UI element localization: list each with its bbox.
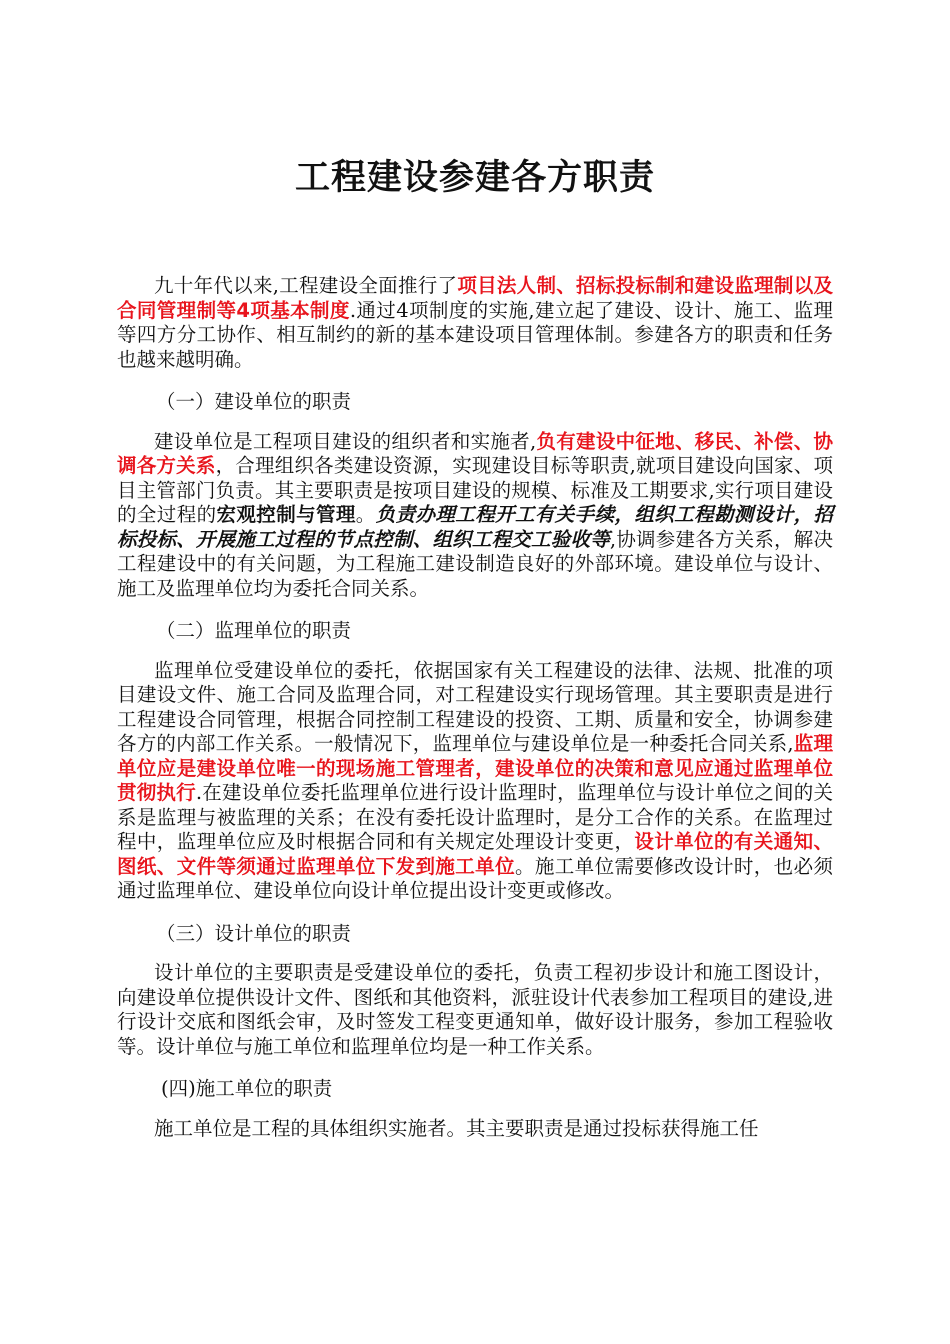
s1-bold: 宏观控制与管理 (216, 503, 356, 526)
s4-text-1: 施工单位是工程的具体组织实施者。其主要职责是通过投标获得施工任 (154, 1116, 759, 1140)
s1-text-2: ，合理组织各类建设资源，实现建设目标等职责,就项目建设向国家、项目主管部门负责。其主要职责是按项目建设的规模、标准及工期要求,实行项目建设的全过程的 (117, 454, 833, 526)
section-paragraph-contractor-unit (117, 1117, 833, 1142)
s1-text-3: 。 (355, 503, 376, 526)
s1-text-4: ,协调参建各方关系，解决工程建设中的有关问题，为工程施工建设制造良好的外部环境。建设单位与设计、施工及监理单位均为委托合同关系。 (117, 527, 833, 600)
intro-highlight: 项目法人制、招标投标制和建设监理制以及合同管理制等4项基本制度 (117, 274, 833, 322)
s2-highlight-2: 设计单位的有关通知、图纸、文件等须通过监理单位下发到施工单位 (117, 830, 833, 878)
s1-text-1: 建设单位是工程项目建设的组织者和实施者, (154, 429, 537, 453)
section-heading-construction-unit: （一）建设单位的职责 (156, 390, 352, 413)
s2-highlight-1: 监理单位应是建设单位唯一的现场施工管理者，建设单位的决策和意见应通过监理单位贯彻执行 (117, 732, 833, 804)
s1-bold-italic: 负责办理工程开工有关手续，组织工程勘测设计，招标投标、开展施工过程的节点控制、组织工程交工验收等 (117, 503, 833, 551)
intro-text-1: 九十年代以来,工程建设全面推行了 (154, 274, 458, 297)
intro-text-2: .通过4项制度的实施,建立起了建设、设计、施工、监理等四方分工协作、相互制约的新的基本建设项目管理体制。参建各方的职责和任务也越来越明确。 (117, 298, 833, 371)
s1-highlight-1: 负有建设中征地、移民、补偿、协调各方关系 (117, 429, 833, 477)
section-paragraph-construction-unit (117, 430, 833, 602)
section-paragraph-supervision-unit (117, 659, 833, 904)
section-heading-supervision-unit: （二）监理单位的职责 (156, 619, 352, 642)
s2-text-3: 。施工单位需要修改设计时，也必须通过监理单位、建设单位向设计单位提出设计变更或修改。 (117, 854, 833, 902)
section-heading-design-unit: （三）设计单位的职责 (156, 921, 352, 945)
s2-text-2: .在建设单位委托监理单位进行设计监理时，监理单位与设计单位之间的关系是监理与被监理的关系；在没有委托设计监理时，是分工合作的关系。在监理过程中，监理单位应及时根据合同和有关规定处理设计变更， (117, 781, 833, 853)
section-heading-contractor-unit: (四)施工单位的职责 (161, 1077, 333, 1100)
document-title: 工程建设参建各方职责 (294, 158, 655, 198)
s3-text-1: 设计单位的主要职责是受建设单位的委托，负责工程初步设计和施工图设计，向建设单位提供设计文件、图纸和其他资料，派驻设计代表参加工程项目的建设,进行设计交底和图纸会审，及时签发工程变更通知单，做好设计服务，参加工程验收等。设计单位与施工单位和监理单位均是一种工作关系。 (117, 961, 833, 1058)
intro-paragraph (117, 274, 833, 372)
document-body (117, 274, 833, 1159)
section-paragraph-design-unit (117, 961, 833, 1059)
s2-text-1: 监理单位受建设单位的委托，依据国家有关工程建设的法律、法规、批准的项目建设文件、施工合同及监理合同，对工程建设实行现场管理。其主要职责是进行工程建设合同管理，根据合同控制工程建设的投资、工期、质量和安全，协调参建各方的内部工作关系。一般情况下，监理单位与建设单位是一种委托合同关系, (117, 658, 833, 755)
